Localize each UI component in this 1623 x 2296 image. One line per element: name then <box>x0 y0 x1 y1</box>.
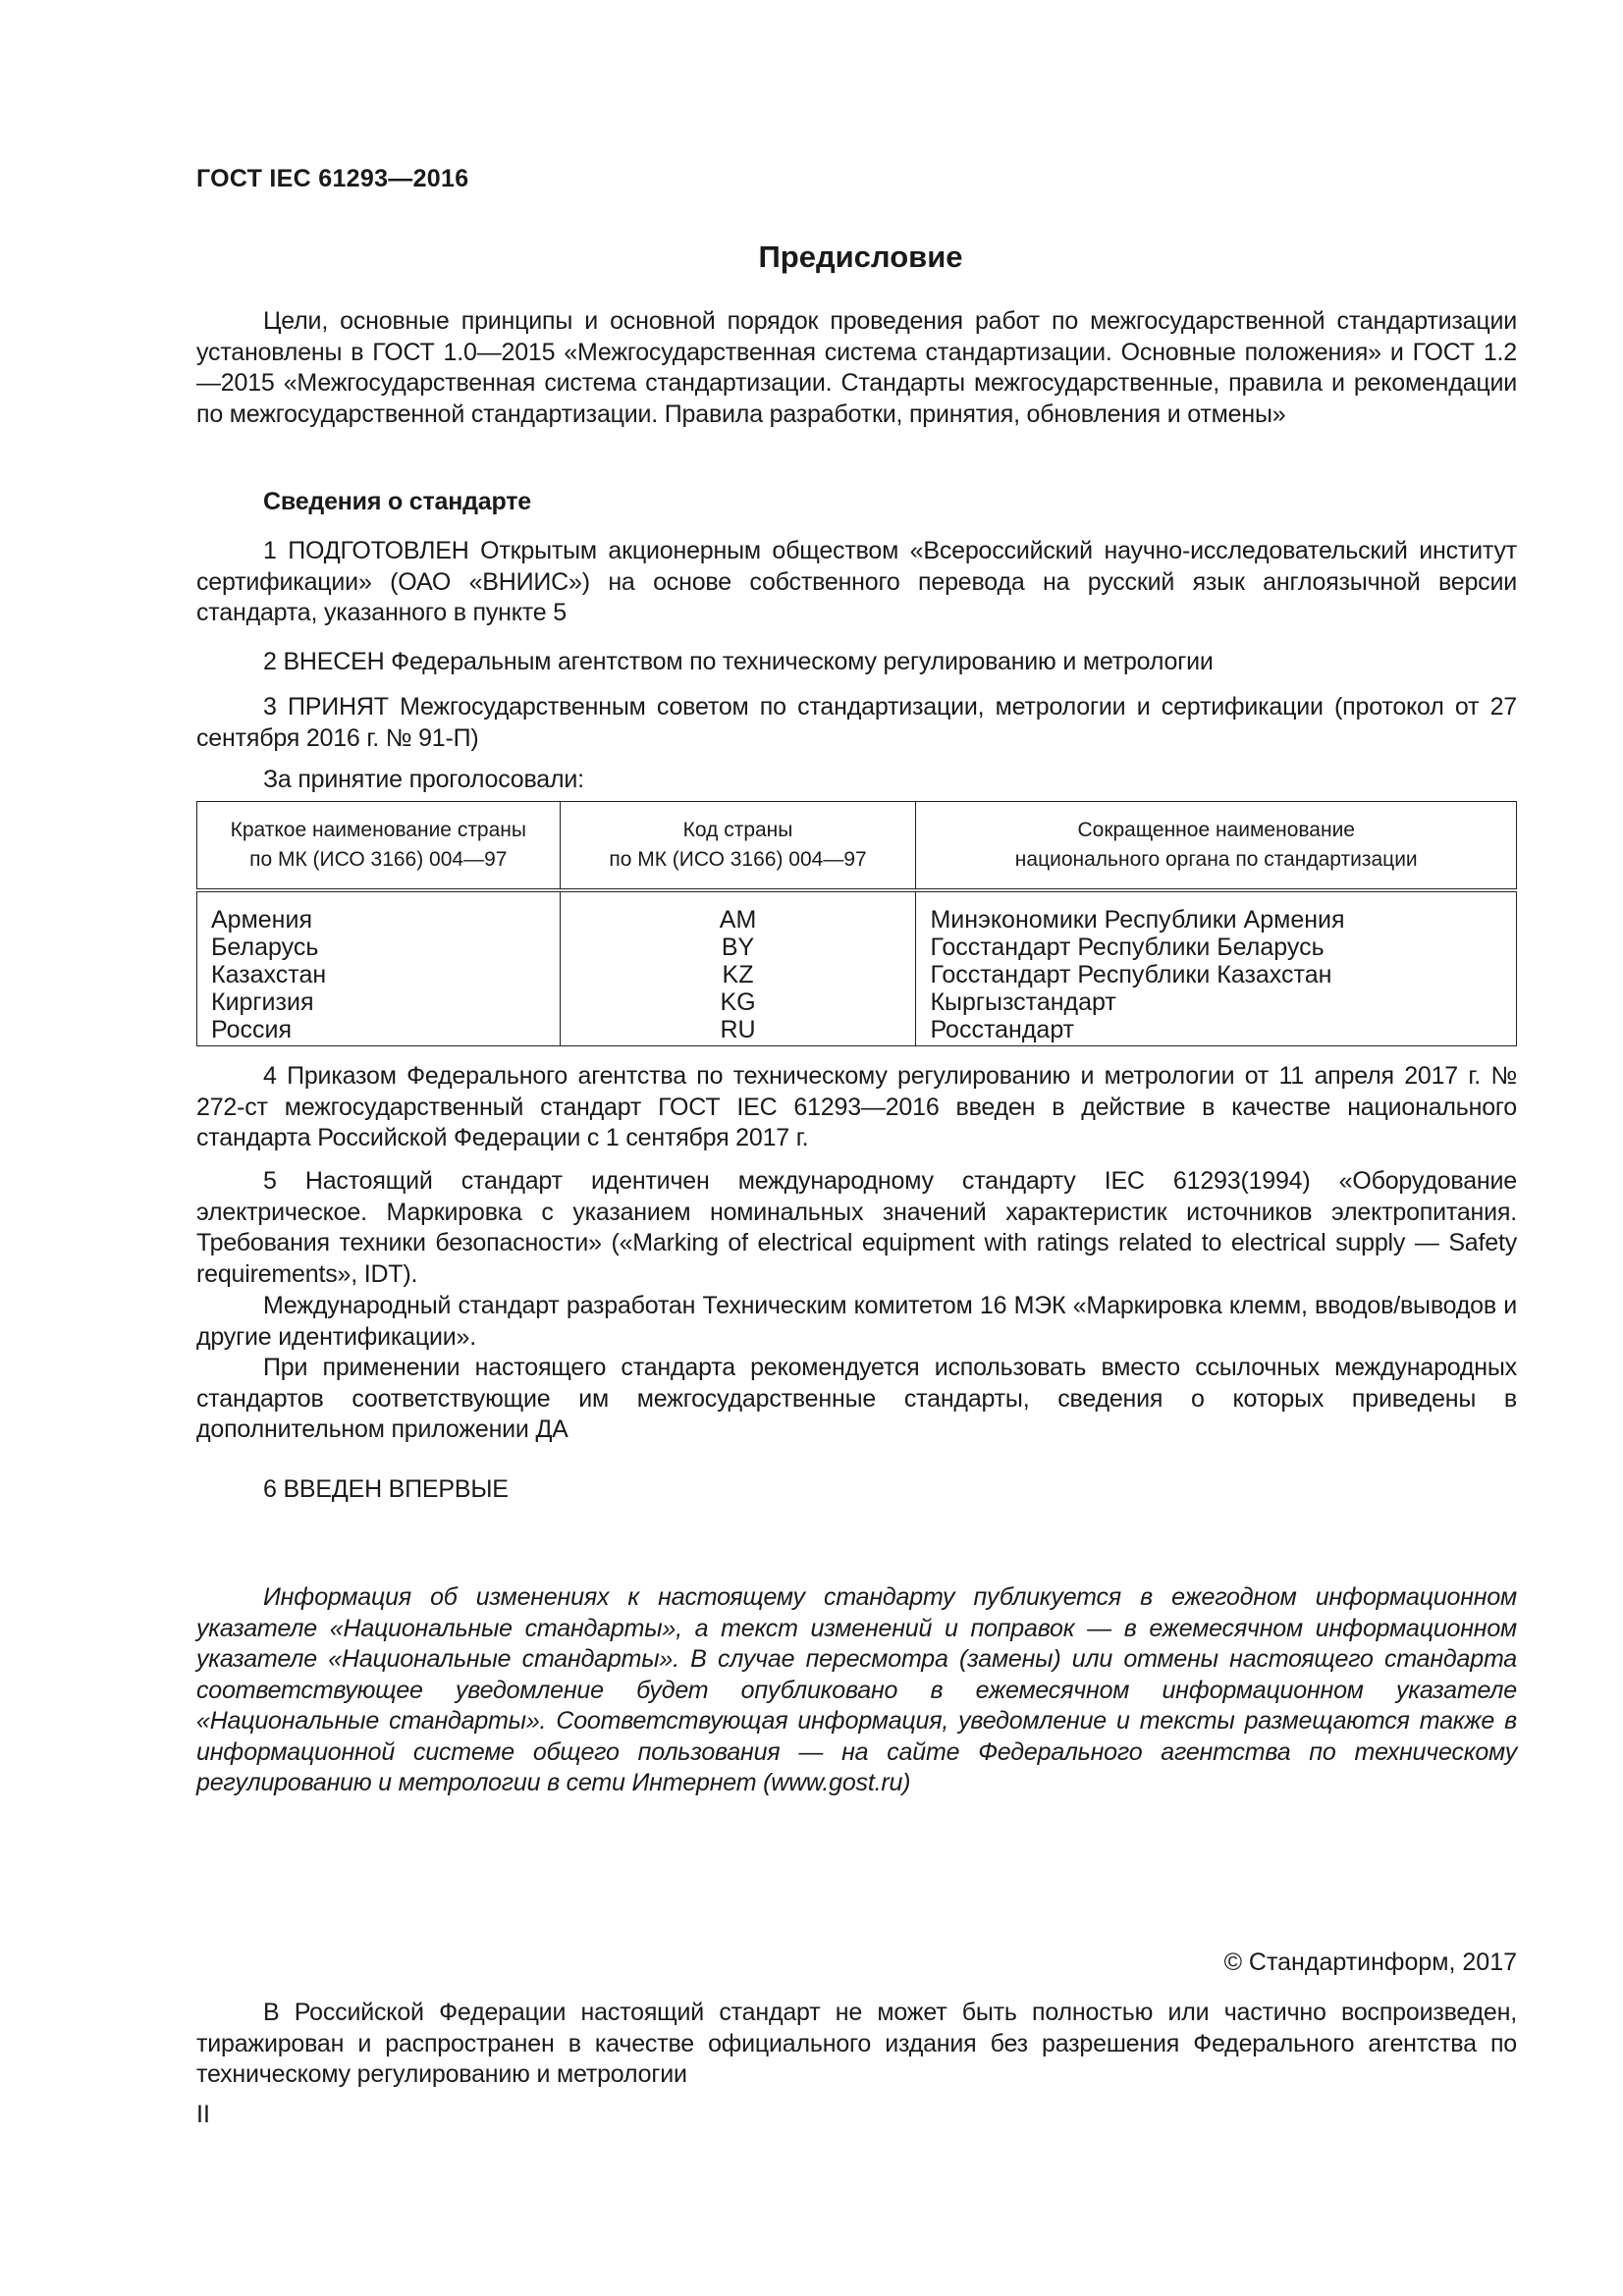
country-code: RU <box>560 1016 916 1046</box>
item-1: 1 ПОДГОТОВЛЕН Открытым акционерным обществом «Всероссийский научно-исследовательский институт сертификации» (ОАО «ВНИИС») на основе собственного перевода на русский язык англоязычной версии стандарта, указанного в пункте 5 <box>196 537 1517 626</box>
item-6: 6 ВВЕДЕН ВПЕРВЫЕ <box>263 1475 509 1503</box>
item-4: 4 Приказом Федерального агентства по техническому регулированию и метрологии от 11 апреля 2017 г. № 272-ст межгосударственный стандарт ГОСТ IEC 61293—2016 введен в действие в качестве национального стандарта Российской Федерации с 1 сентября 2017 г. <box>196 1062 1517 1151</box>
standards-body: Госстандарт Республики Беларусь <box>916 934 1517 961</box>
table-row <box>197 988 1517 1016</box>
table-header-cell: Краткое наименование страны по МК (ИСО 3166) 004—97 <box>197 802 561 891</box>
item-5: 5 Настоящий стандарт идентичен международному стандарту IEC 61293(1994) «Оборудование электрическое. Маркировка с указанием номинальных значений характеристик источников электропитания. Требования техники безопасности» («Marking of electrical equipment with ratings related to electrical supply — Safety requirements», IDT). <box>196 1167 1517 1288</box>
table-header-cell: Код страны по МК (ИСО 3166) 004—97 <box>560 802 916 891</box>
document-header: ГОСТ IEC 61293—2016 <box>196 165 469 192</box>
standards-body: Госстандарт Республики Казахстан <box>916 961 1517 988</box>
changes-notice: Информация об изменениях к настоящему стандарту публикуется в ежегодном информационном указателе «Национальные стандарты», а текст изменений и поправок — в ежемесячном информационном указателе «Национальные стандарты». В случае пересмотра (замены) или отмены настоящего стандарта соответствующее уведомление будет опубликовано в ежемесячном информационном указателе «Национальные стандарты». Соответствующая информация, уведомление и тексты размещаются также в информационной системе общего пользования — на сайте Федерального агентства по техническому регулированию и метрологии в сети Интернет (www.gost.ru) <box>196 1583 1517 1796</box>
country-name: Киргизия <box>197 988 561 1016</box>
table-row <box>197 961 1517 988</box>
section-heading: Сведения о стандарте <box>263 488 532 515</box>
country-code: KZ <box>560 961 916 988</box>
standards-body: Минэкономики Республики Армения <box>916 890 1517 934</box>
page-title: Предисловие <box>758 240 963 274</box>
country-code: KG <box>560 988 916 1016</box>
country-name: Армения <box>197 890 561 934</box>
rights-notice: В Российской Федерации настоящий стандарт не может быть полностью или частично воспроизведен, тиражирован и распространен в качестве официального издания без разрешения Федерального агентства по техническому регулированию и метрологии <box>196 1999 1517 2088</box>
item-2: 2 ВНЕСЕН Федеральным агентством по техническому регулированию и метрологии <box>263 648 1214 675</box>
table-row <box>197 890 1517 934</box>
country-name: Беларусь <box>197 934 561 961</box>
country-name: Россия <box>197 1016 561 1046</box>
table-row <box>197 934 1517 961</box>
item-3: 3 ПРИНЯТ Межгосударственным советом по стандартизации, метрологии и сертификации (протокол от 27 сентября 2016 г. № 91-П) <box>196 693 1517 752</box>
country-code: BY <box>560 934 916 961</box>
table-header-cell: Сокращенное наименование национального органа по стандартизации <box>916 802 1517 891</box>
item-5-references: При применении настоящего стандарта рекомендуется использовать вместо ссылочных международных стандартов соответствующие им межгосударственные стандарты, сведения о которых приведены в дополнительном приложении ДА <box>196 1354 1517 1443</box>
voting-table <box>196 801 1517 1046</box>
table-row <box>197 1016 1517 1046</box>
standards-body: Росстандарт <box>916 1016 1517 1046</box>
vote-label: За принятие проголосовали: <box>263 766 584 793</box>
item-5-committee: Международный стандарт разработан Техническим комитетом 16 МЭК «Маркировка клемм, вводов/выводов и другие идентификации». <box>196 1292 1517 1351</box>
standards-body: Кыргызстандарт <box>916 988 1517 1016</box>
copyright: © Стандартинформ, 2017 <box>1223 1949 1517 1976</box>
page-number: II <box>196 2101 210 2128</box>
country-code: AM <box>560 890 916 934</box>
intro-paragraph: Цели, основные принципы и основной порядок проведения работ по межгосударственной стандартизации установлены в ГОСТ 1.0—2015 «Межгосударственная система стандартизации. Основные положения» и ГОСТ 1.2—2015 «Межгосударственная система стандартизации. Стандарты межгосударственные, правила и рекомендации по межгосударственной стандартизации. Правила разработки, принятия, обновления и отмены» <box>196 307 1517 428</box>
country-name: Казахстан <box>197 961 561 988</box>
